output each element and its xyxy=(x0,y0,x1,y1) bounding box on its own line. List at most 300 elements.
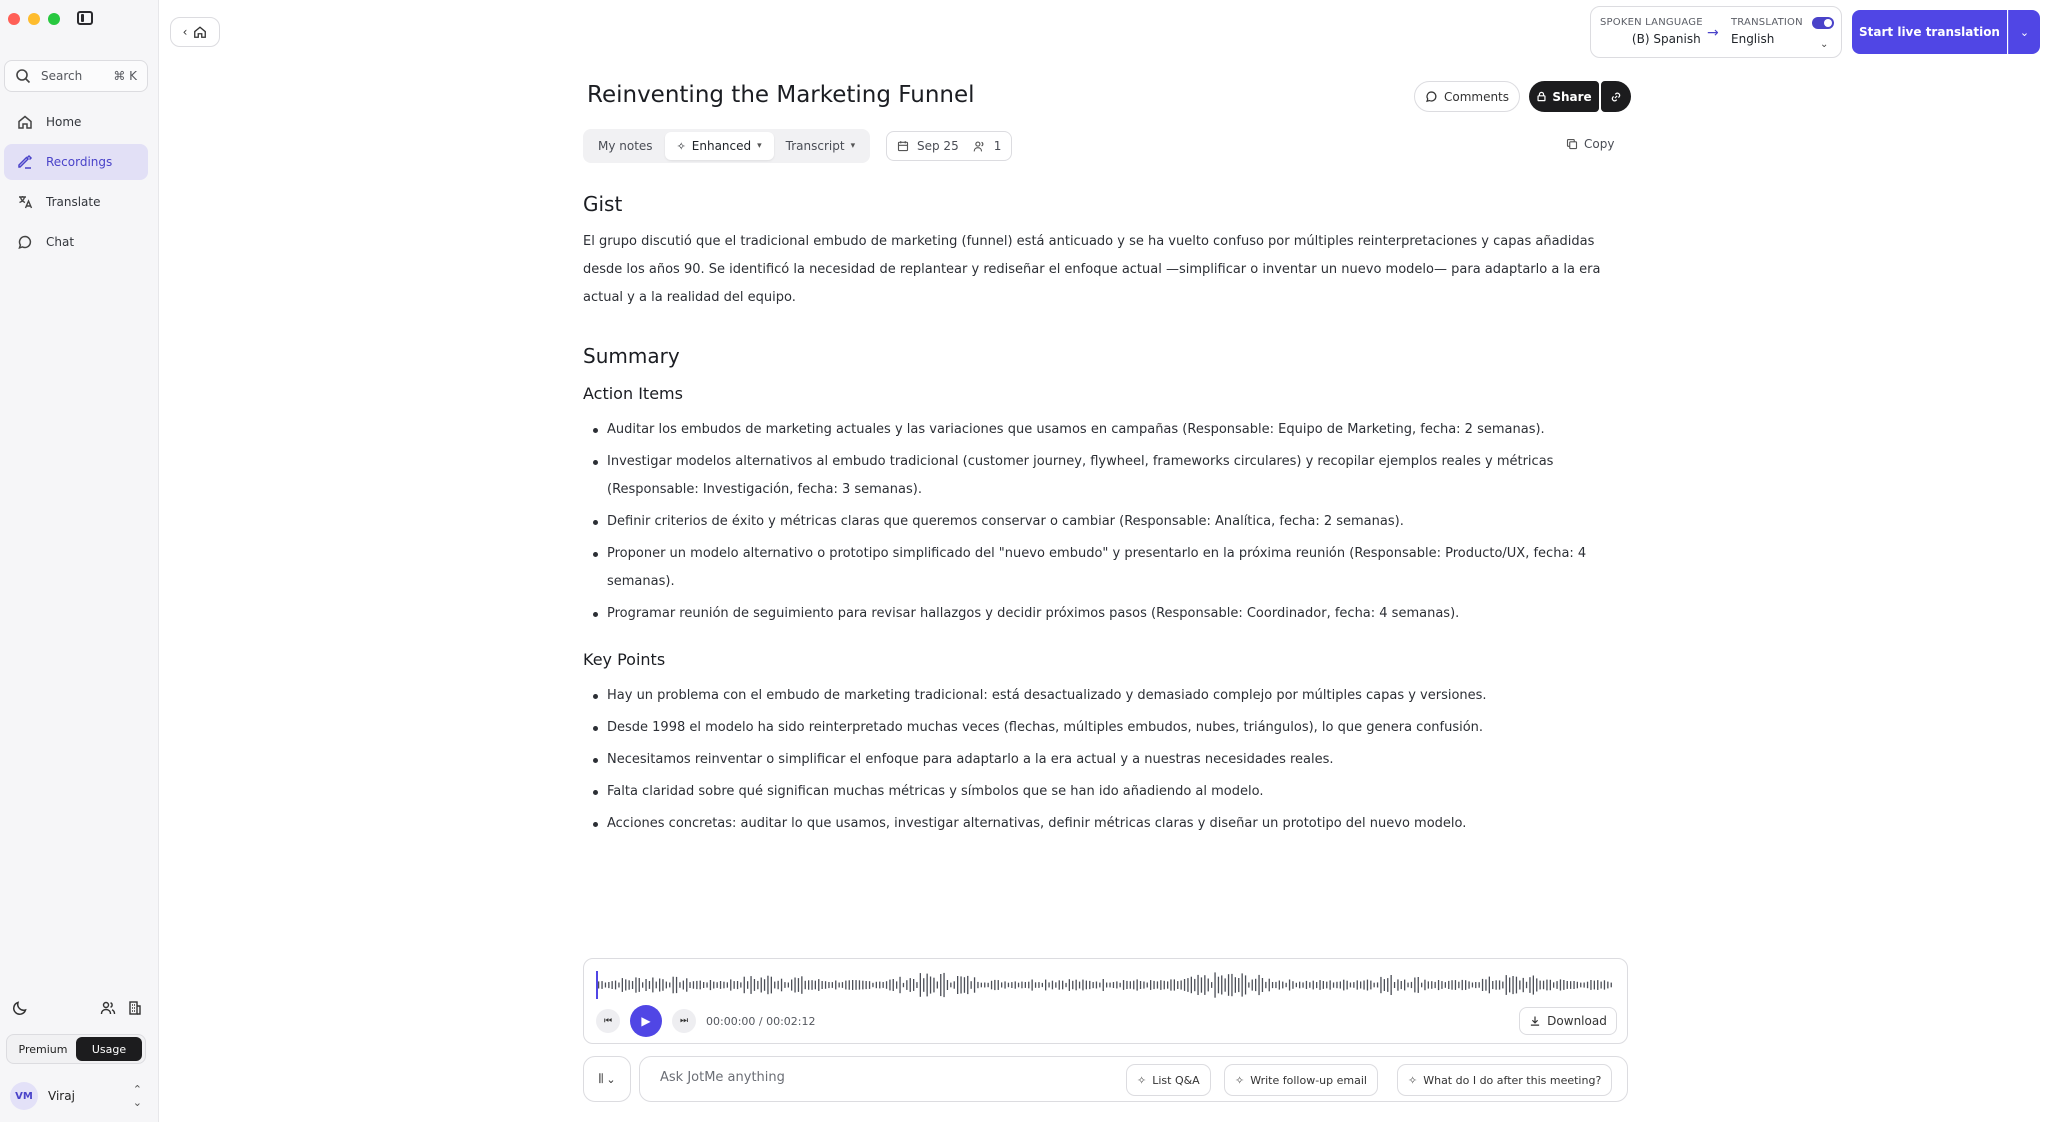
waveform-bar xyxy=(1563,980,1564,990)
user-menu[interactable] xyxy=(10,1082,142,1110)
waveform-bar xyxy=(1197,975,1198,995)
window-controls xyxy=(8,13,60,25)
waveform-bar xyxy=(1153,981,1154,989)
waveform-bar xyxy=(720,981,721,989)
waveform-bar xyxy=(1252,980,1253,991)
team-icon[interactable] xyxy=(98,998,118,1018)
waveform-bar xyxy=(1126,981,1127,989)
waveform-bar xyxy=(1093,982,1094,988)
waveform-bar xyxy=(750,976,751,994)
waveform-bar xyxy=(1353,982,1354,988)
waveform-bar xyxy=(835,981,836,990)
action-items-heading: Action Items xyxy=(583,384,683,403)
audio-waveform[interactable] xyxy=(596,971,1616,999)
waveform-bar xyxy=(1431,981,1432,989)
waveform-bar xyxy=(933,978,934,993)
waveform-bar xyxy=(899,977,900,993)
download-icon xyxy=(1529,1015,1541,1027)
waveform-bar xyxy=(825,981,826,989)
waveform-bar xyxy=(1164,981,1165,990)
waveform-bar xyxy=(615,981,616,990)
waveform-bar xyxy=(974,977,975,992)
sidebar-item-translate[interactable] xyxy=(4,184,148,220)
waveform-bar xyxy=(1008,983,1009,988)
waveform-bar xyxy=(1448,981,1449,989)
skip-back-button[interactable] xyxy=(596,1009,620,1033)
minimize-window-button[interactable] xyxy=(28,13,40,25)
waveform-bar xyxy=(1035,982,1036,988)
waveform-bar xyxy=(1496,980,1497,989)
sidebar-toggle-icon[interactable] xyxy=(77,11,93,25)
waveform-bar xyxy=(842,982,843,988)
waveform-bar xyxy=(1360,982,1361,989)
waveform-bar xyxy=(744,977,745,994)
waveform-bar xyxy=(781,979,782,992)
waveform-bar xyxy=(811,980,812,990)
waveform-bar xyxy=(706,982,707,987)
waveform-bar xyxy=(1025,982,1026,988)
chevron-up-down-icon: ⌃ ⌄ xyxy=(132,1083,142,1109)
waveform-bar xyxy=(652,978,653,993)
back-home-button[interactable] xyxy=(170,17,220,47)
key-points-heading: Key Points xyxy=(583,650,666,669)
tab-transcript[interactable] xyxy=(774,132,867,160)
waveform-bar xyxy=(1109,983,1110,988)
waveform-bar xyxy=(1611,983,1612,988)
waveform-bar xyxy=(1336,982,1337,988)
waveform-bar xyxy=(1543,981,1544,990)
waveform-bar xyxy=(771,977,772,994)
close-window-button[interactable] xyxy=(8,13,20,25)
comments-button[interactable] xyxy=(1414,81,1520,112)
copy-label: Copy xyxy=(1584,137,1615,151)
waveform-bar xyxy=(612,981,613,989)
waveform-bar xyxy=(1509,978,1510,993)
waveform-bar xyxy=(1533,976,1534,995)
waveform-bar xyxy=(1573,981,1574,989)
waveform-bar xyxy=(1458,982,1459,989)
waveform-bar xyxy=(1350,983,1351,988)
sparkle-icon: ✧ xyxy=(1235,1073,1245,1087)
waveform-bar xyxy=(1116,981,1117,988)
live-translation-options-button[interactable] xyxy=(2008,10,2040,54)
waveform-bar xyxy=(642,982,643,987)
organization-icon[interactable] xyxy=(125,998,145,1018)
waveform-bar xyxy=(896,981,897,988)
waveform-bar xyxy=(1181,981,1182,990)
waveform-bar xyxy=(984,983,985,988)
waveform-bar xyxy=(849,980,850,989)
waveform-bar xyxy=(747,981,748,989)
waveform-bar xyxy=(659,979,660,992)
waveform-bar xyxy=(1601,982,1602,989)
share-label: Share xyxy=(1552,89,1592,104)
waveform-bar xyxy=(1384,979,1385,991)
waveform-bar xyxy=(886,981,887,989)
waveform-bar xyxy=(1323,981,1324,989)
sidebar-item-label: Translate xyxy=(46,195,101,209)
search-input[interactable] xyxy=(4,60,148,92)
waveform-bar xyxy=(791,980,792,991)
waveform-bar xyxy=(1330,980,1331,989)
waveform-bar xyxy=(960,976,961,993)
waveform-bar xyxy=(1269,979,1270,992)
waveform-bar xyxy=(1570,981,1571,989)
chevron-down-icon: ▾ xyxy=(757,141,762,151)
list-item: Programar reunión de seguimiento para revisar hallazgos y decidir próximos pasos (Responsable: Coordinador, fecha: 4 semanas). xyxy=(583,600,1628,628)
waveform-bar xyxy=(1201,977,1202,992)
waveform-bar xyxy=(1357,980,1358,989)
waveform-bar xyxy=(1587,982,1588,989)
waveform-bar xyxy=(656,982,657,989)
waveform-bar xyxy=(1516,977,1517,994)
waveform-bar xyxy=(1076,980,1077,991)
recordings-icon xyxy=(16,153,34,171)
waveform-bar xyxy=(693,981,694,989)
waveform-bar xyxy=(1492,981,1493,989)
meeting-meta[interactable] xyxy=(886,131,1012,161)
waveform-bar xyxy=(1086,981,1087,990)
waveform-bar xyxy=(788,983,789,988)
waveform-bar xyxy=(1228,974,1229,996)
waveform-bar xyxy=(1475,982,1476,988)
share-button[interactable] xyxy=(1529,81,1599,112)
waveform-bar xyxy=(1397,979,1398,990)
premium-button[interactable]: Premium xyxy=(18,1042,68,1056)
search-icon xyxy=(15,68,31,84)
waveform-bar xyxy=(1590,980,1591,990)
waveform-bar xyxy=(1055,982,1056,987)
user-name: Viraj xyxy=(48,1089,75,1103)
waveform-bar xyxy=(1048,982,1049,987)
waveform-bar xyxy=(862,981,863,990)
waveform-bar xyxy=(1502,982,1503,989)
sidebar-item-home[interactable] xyxy=(4,104,148,140)
chip-label: What do I do after this meeting? xyxy=(1423,1073,1602,1087)
waveform-bar xyxy=(940,974,941,996)
tab-enhanced[interactable] xyxy=(665,132,774,160)
home-icon xyxy=(16,113,34,131)
waveform-bar xyxy=(598,981,599,988)
gist-heading: Gist xyxy=(583,192,623,216)
calendar-icon xyxy=(897,140,909,152)
waveform-bar xyxy=(1157,981,1158,988)
waveform-bar xyxy=(662,979,663,991)
start-live-translation-button[interactable]: Start live translation xyxy=(1852,10,2007,54)
waveform-bar xyxy=(1231,974,1232,996)
waveform-bar xyxy=(1306,981,1307,989)
waveform-bar xyxy=(1313,981,1314,990)
waveform-bar xyxy=(727,982,728,987)
waveform-bar xyxy=(649,981,650,989)
waveform-bar xyxy=(1255,979,1256,991)
tab-label: Enhanced xyxy=(691,139,752,153)
waveform-bar xyxy=(1428,981,1429,988)
sidebar-item-recordings[interactable] xyxy=(4,144,148,180)
sparkle-icon: ✧ xyxy=(676,139,686,153)
waveform-bar xyxy=(1404,980,1405,991)
waveform-bar xyxy=(1143,982,1144,989)
waveform-bar xyxy=(1499,980,1500,989)
dark-mode-icon[interactable] xyxy=(10,998,30,1018)
waveform-bar xyxy=(943,973,944,997)
waveform-bar xyxy=(1506,975,1507,995)
what-to-do-after-meeting-chip[interactable] xyxy=(1397,1064,1612,1096)
chevron-down-icon: ⌄ xyxy=(2019,25,2030,39)
waveform-bar xyxy=(1140,981,1141,989)
waveform-bar xyxy=(889,980,890,991)
waveform-bar xyxy=(839,983,840,988)
waveform-bar xyxy=(1526,982,1527,988)
waveform-bar xyxy=(1245,975,1246,994)
spoken-language-value: (B) Spanish xyxy=(1631,32,1701,46)
translation-value: English xyxy=(1731,32,1775,46)
list-item: Desde 1998 el modelo ha sido reinterpretado muchas veces (flechas, múltiples embudos, nubes, triángulos), lo que genera confusión. xyxy=(583,714,1628,742)
waveform-bar xyxy=(717,982,718,988)
chat-icon xyxy=(16,233,34,251)
list-item: Hay un problema con el embudo de marketing tradicional: está desactualizado y demasiado complejo por múltiples capas y versiones. xyxy=(583,682,1628,710)
waveform-bar xyxy=(1065,983,1066,987)
waveform-bar xyxy=(1309,982,1310,988)
waveform-bar xyxy=(1347,981,1348,990)
waveform-bar xyxy=(1170,979,1171,990)
search-shortcut: ⌘ K xyxy=(113,69,137,83)
waveform-bar xyxy=(950,983,951,988)
list-item: Proponer un modelo alternativo o prototipo simplificado del "nuevo embudo" y presentarlo en la próxima reunión (Responsable: Producto/UX, fecha: 4 semanas). xyxy=(583,540,1628,596)
list-item: Falta claridad sobre qué significan muchas métricas y símbolos que se han ido añadiendo al modelo. xyxy=(583,778,1628,806)
waveform-bar xyxy=(1082,980,1083,991)
waveform-bar xyxy=(991,981,992,990)
waveform-bar xyxy=(1221,975,1222,994)
sidebar xyxy=(0,0,159,1122)
language-selector[interactable] xyxy=(1590,6,1842,58)
waveform-bar xyxy=(913,979,914,991)
waveform-bar xyxy=(1363,981,1364,990)
waveform-bar xyxy=(1462,980,1463,990)
waveform-bar xyxy=(977,982,978,988)
waveform-bar xyxy=(730,979,731,990)
waveform-bar xyxy=(1479,982,1480,988)
waveform-bar xyxy=(1208,979,1209,992)
waveform-bar xyxy=(866,981,867,989)
avatar: VM xyxy=(10,1082,38,1110)
maximize-window-button[interactable] xyxy=(48,13,60,25)
waveform-bar xyxy=(1211,982,1212,988)
waveform-bar xyxy=(1546,980,1547,991)
sidebar-item-label: Home xyxy=(46,115,82,129)
waveform-bar xyxy=(923,978,924,992)
waveform-bar xyxy=(1418,977,1419,993)
waveform-bar xyxy=(1001,982,1002,987)
waveform-bar xyxy=(1262,978,1263,992)
waveform-bar xyxy=(947,980,948,990)
waveform-bar xyxy=(1279,981,1280,990)
waveform-bar xyxy=(1319,980,1320,990)
play-icon: ▶ xyxy=(641,1014,651,1028)
waveform-bar xyxy=(859,980,860,989)
waveform-bar xyxy=(1103,979,1104,991)
waveform-bar xyxy=(1468,981,1469,988)
participant-count: 1 xyxy=(993,139,1002,153)
waveform-bar xyxy=(916,982,917,988)
comment-icon xyxy=(1425,90,1438,103)
waveform-bar xyxy=(937,982,938,989)
plan-switch xyxy=(6,1034,146,1064)
waveform-bar xyxy=(903,983,904,987)
play-button[interactable] xyxy=(630,1005,662,1037)
summary-heading: Summary xyxy=(583,344,680,368)
waveform-bar xyxy=(1391,975,1392,995)
waveform-bar xyxy=(805,981,806,989)
waveform-bar xyxy=(1567,981,1568,989)
list-item: Auditar los embudos de marketing actuales y las variaciones que usamos en campañas (Responsable: Equipo de Marketing, fecha: 2 semanas). xyxy=(583,416,1628,444)
waveform-bar xyxy=(1455,980,1456,990)
waveform-bar xyxy=(1451,980,1452,990)
waveform-bar xyxy=(689,982,690,988)
list-item: Acciones concretas: auditar lo que usamos, investigar alternativas, definir métricas claras y diseñar un prototipo del nuevo modelo. xyxy=(583,810,1628,838)
tab-my-notes[interactable] xyxy=(586,132,665,160)
waveform-bar xyxy=(1011,982,1012,988)
skip-back-icon: ⏮ xyxy=(603,1016,613,1026)
waveform-bar xyxy=(1326,982,1327,989)
page-title: Reinventing the Marketing Funnel xyxy=(587,82,975,108)
waveform-bar xyxy=(876,982,877,988)
waveform-bar xyxy=(1015,981,1016,988)
ask-bar xyxy=(639,1056,1628,1102)
waveform-bar xyxy=(1519,981,1520,990)
waveform-bar xyxy=(1387,978,1388,992)
participants-icon xyxy=(973,140,986,153)
waveform-bar xyxy=(1340,982,1341,989)
waveform-bar xyxy=(822,981,823,989)
waveform-bar xyxy=(1160,980,1161,990)
waveform-bar xyxy=(1258,975,1259,995)
waveform-bar xyxy=(1407,983,1408,988)
waveform-bar xyxy=(1052,981,1053,990)
waveform-bar xyxy=(1343,980,1344,991)
waveform-bar xyxy=(981,983,982,988)
spoken-language-label: SPOKEN LANGUAGE xyxy=(1600,17,1703,28)
waveform-bar xyxy=(910,978,911,992)
tab-label: Transcript xyxy=(785,139,845,153)
waveform-bar xyxy=(1580,983,1581,988)
waveform-bar xyxy=(1042,983,1043,987)
usage-button[interactable]: Usage xyxy=(76,1037,142,1061)
playback-time: 00:00:00 / 00:02:12 xyxy=(706,1015,816,1028)
skip-forward-button[interactable] xyxy=(672,1009,696,1033)
waveform-bar xyxy=(1604,980,1605,989)
waveform-bar xyxy=(1401,981,1402,989)
waveform-bar xyxy=(872,983,873,987)
waveform-bar xyxy=(1556,981,1557,989)
audio-player xyxy=(583,958,1628,1044)
waveform-bar xyxy=(808,980,809,989)
waveform-bar xyxy=(1286,983,1287,987)
view-tabs xyxy=(583,129,870,163)
waveform-bar xyxy=(700,981,701,990)
copy-link-button[interactable] xyxy=(1601,81,1631,112)
waveform-bar xyxy=(601,981,602,989)
link-icon xyxy=(1610,91,1622,103)
list-qa-chip[interactable] xyxy=(1126,1064,1211,1096)
waveform-bar xyxy=(774,982,775,989)
waveform-bar xyxy=(1272,982,1273,988)
waveform-bar xyxy=(629,980,630,989)
waveform-bar xyxy=(686,978,687,991)
waveform-bar xyxy=(1018,983,1019,988)
playhead[interactable] xyxy=(596,971,598,999)
waveform-bar xyxy=(845,981,846,990)
waveform-bar xyxy=(1099,983,1100,988)
waveform-bar xyxy=(1377,982,1378,987)
waveform-bar xyxy=(1062,981,1063,990)
waveform-bar xyxy=(1302,982,1303,987)
comments-label: Comments xyxy=(1443,89,1510,104)
waveform-bar xyxy=(869,981,870,989)
waveform-bar xyxy=(622,978,623,992)
waveform-bar xyxy=(1028,982,1029,989)
download-button[interactable] xyxy=(1519,1007,1617,1035)
waveform-bar xyxy=(1489,977,1490,994)
translation-language xyxy=(1731,17,1803,46)
waveform-bar xyxy=(764,979,765,991)
sparkle-icon: ✧ xyxy=(1408,1073,1418,1087)
sidebar-item-chat[interactable] xyxy=(4,224,148,260)
waveform-bar xyxy=(828,982,829,988)
waveform-bar xyxy=(754,979,755,991)
waveform-bar xyxy=(1292,981,1293,989)
waveform-bar xyxy=(1137,979,1138,990)
waveform-bar xyxy=(1038,982,1039,988)
copy-button[interactable] xyxy=(1566,137,1614,151)
waveform-bar xyxy=(784,982,785,988)
waveform-bar xyxy=(1512,976,1513,994)
waveform-bar xyxy=(1123,980,1124,990)
waveform-bar xyxy=(1194,979,1195,991)
waveform-bar xyxy=(1242,973,1243,996)
chevron-left-icon: ‹ xyxy=(182,25,188,39)
copy-icon xyxy=(1566,138,1578,150)
ask-input[interactable] xyxy=(660,1070,1060,1085)
waveform-bar xyxy=(645,979,646,991)
voice-input-button[interactable] xyxy=(583,1056,631,1102)
list-item: Investigar modelos alternativos al embudo tradicional (customer journey, flywheel, frameworks circulares) y recopilar ejemplos reales y métricas (Responsable: Investigación, fecha: 3 semanas). xyxy=(583,448,1628,504)
waveform-bar xyxy=(1174,979,1175,990)
waveform-bar xyxy=(679,982,680,988)
waveform-bar xyxy=(1536,978,1537,991)
waveform-bar xyxy=(815,981,816,990)
sidebar-item-label: Chat xyxy=(46,235,75,249)
write-follow-up-email-chip[interactable] xyxy=(1224,1064,1378,1096)
sidebar-nav xyxy=(4,104,148,264)
translation-toggle[interactable] xyxy=(1812,17,1834,29)
waveform-bar xyxy=(1130,981,1131,988)
waveform-bar xyxy=(1045,980,1046,991)
key-points-list xyxy=(583,682,1628,842)
waveform-bar xyxy=(673,977,674,994)
waveform-bar xyxy=(666,982,667,989)
waveform-bar xyxy=(1299,982,1300,989)
meeting-date: Sep 25 xyxy=(917,139,959,153)
waveform-bar xyxy=(710,980,711,990)
waveform-bar xyxy=(818,979,819,991)
gist-text: El grupo discutió que el tradicional embudo de marketing (funnel) está anticuado y se ha vuelto confuso por múltiples reinterpretaciones y capas añadidas desde los años 90. Se identificó la necesidad de replantear y rediseñar el enfoque actual —simplificar o inventar un nuevo modelo— para adaptarlo a la era actual y a la realidad del equipo. xyxy=(583,234,1601,305)
waveform-bar xyxy=(855,980,856,990)
waveform-bar xyxy=(1147,983,1148,988)
waveform-bar xyxy=(1289,980,1290,991)
list-item: Necesitamos reinventar o simplificar el enfoque para adaptarlo a la era actual y a nuestras necesidades reales. xyxy=(583,746,1628,774)
waveform-bar xyxy=(1225,978,1226,991)
